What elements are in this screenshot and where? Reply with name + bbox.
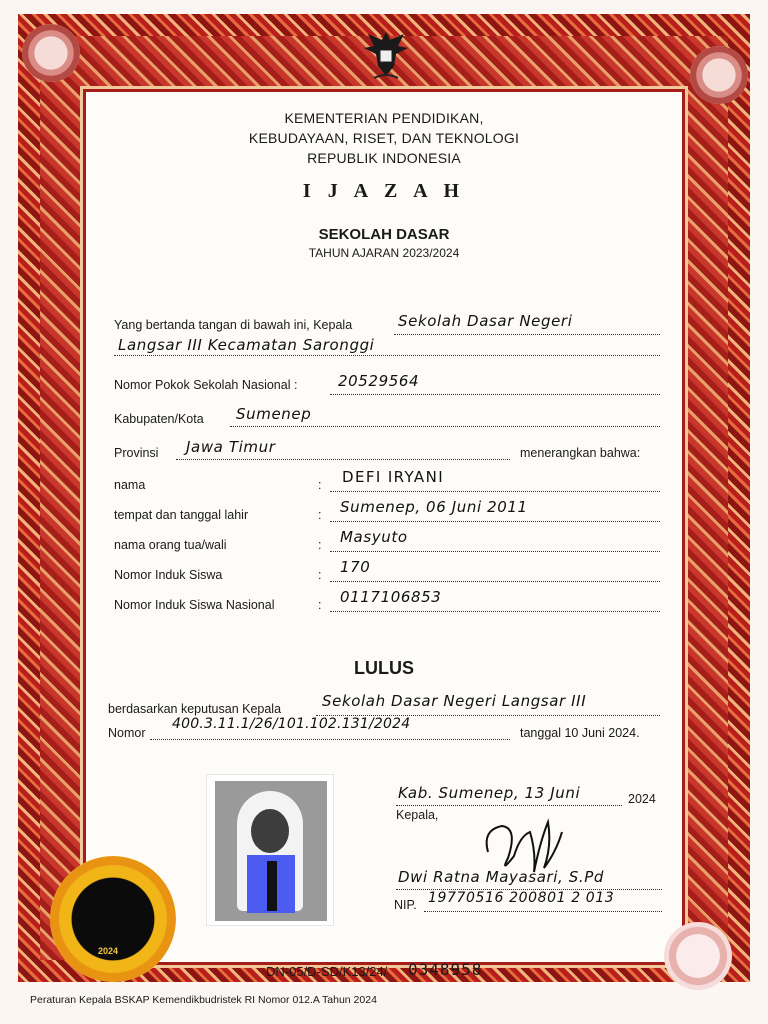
regulation-note: Peraturan Kepala BSKAP Kemendikbudristek RI Nomor 012.A Tahun 2024: [30, 994, 377, 1006]
academic-year: TAHUN AJARAN 2023/2024: [308, 246, 460, 260]
colon: :: [318, 478, 322, 492]
hologram-seal: [50, 856, 176, 982]
ministry-line-1: KEMENTERIAN PENDIDIKAN,: [284, 110, 484, 126]
dotted-line: [230, 425, 660, 427]
dotted-line: [330, 550, 660, 552]
hologram-year: 2024: [98, 946, 119, 956]
intro-label: Yang bertanda tangan di bawah ini, Kepala: [114, 318, 353, 332]
serial-label: DN-05/D-SD/K13/24/: [266, 964, 388, 979]
student-name-value: DEFI IRYANI: [342, 468, 445, 486]
serial-number: 0348958: [408, 960, 483, 979]
school-level: SEKOLAH DASAR: [318, 226, 450, 243]
embossed-seal: [664, 922, 732, 990]
corner-rosette-top-left: [22, 24, 80, 82]
nis-value: 170: [340, 558, 371, 576]
birth-label: tempat dan tanggal lahir: [114, 508, 249, 522]
kabupaten-value: Sumenep: [236, 405, 312, 423]
colon: :: [318, 598, 322, 612]
garuda-emblem-icon: [360, 26, 412, 82]
nis-label: Nomor Induk Siswa: [114, 568, 223, 582]
decision-number-label: Nomor: [108, 726, 146, 740]
dotted-line: [396, 804, 622, 806]
menerangkan-text: menerangkan bahwa:: [520, 446, 641, 460]
ministry-line-2: KEBUDAYAAN, RISET, DAN TEKNOLOGI: [248, 130, 520, 146]
certificate-body: [86, 92, 682, 962]
school-name-line-2: Langsar III Kecamatan Saronggi: [118, 336, 375, 354]
parent-label: nama orang tua/wali: [114, 538, 227, 552]
headmaster-name: Dwi Ratna Mayasari, S.Pd: [398, 868, 605, 886]
nip-value: 19770516 200801 2 013: [428, 890, 615, 906]
npsn-label: Nomor Pokok Sekolah Nasional :: [114, 378, 298, 392]
birth-value: Sumenep, 06 Juni 2011: [340, 498, 528, 516]
dotted-line: [424, 910, 662, 912]
graduation-status: LULUS: [354, 658, 414, 678]
decision-basis-label: berdasarkan keputusan Kepala: [108, 702, 282, 716]
dotted-line: [330, 490, 660, 492]
school-name-line-1: Sekolah Dasar Negeri: [398, 312, 573, 330]
colon: :: [318, 568, 322, 582]
dotted-line: [394, 333, 660, 335]
decision-date: tanggal 10 Juni 2024.: [520, 726, 640, 740]
dotted-line: [114, 354, 660, 356]
dotted-line: [330, 610, 660, 612]
colon: :: [318, 538, 322, 552]
nip-label: NIP.: [394, 898, 417, 912]
sign-place-date: Kab. Sumenep, 13 Juni: [398, 784, 581, 802]
dotted-line: [176, 458, 510, 460]
dotted-line: [330, 520, 660, 522]
nisn-value: 0117106853: [340, 588, 442, 606]
colon: :: [318, 508, 322, 522]
provinsi-label: Provinsi: [114, 446, 159, 460]
nisn-label: Nomor Induk Siswa Nasional: [114, 598, 275, 612]
dotted-line: [150, 738, 510, 740]
decision-number-value: 400.3.11.1/26/101.102.131/2024: [172, 716, 411, 732]
student-name-label: nama: [114, 478, 146, 492]
provinsi-value: Jawa Timur: [186, 438, 276, 456]
corner-rosette-top-right: [690, 46, 748, 104]
decision-basis-value: Sekolah Dasar Negeri Langsar III: [322, 692, 587, 710]
kabupaten-label: Kabupaten/Kota: [114, 412, 204, 426]
sign-year: 2024: [628, 792, 656, 806]
npsn-value: 20529564: [338, 372, 420, 390]
parent-value: Masyuto: [340, 528, 408, 546]
sign-role: Kepala,: [396, 808, 439, 822]
dotted-line: [330, 393, 660, 395]
document-title: I J A Z A H: [302, 180, 466, 202]
student-photo: [206, 774, 334, 926]
dotted-line: [330, 580, 660, 582]
ministry-line-3: REPUBLIK INDONESIA: [307, 150, 461, 166]
